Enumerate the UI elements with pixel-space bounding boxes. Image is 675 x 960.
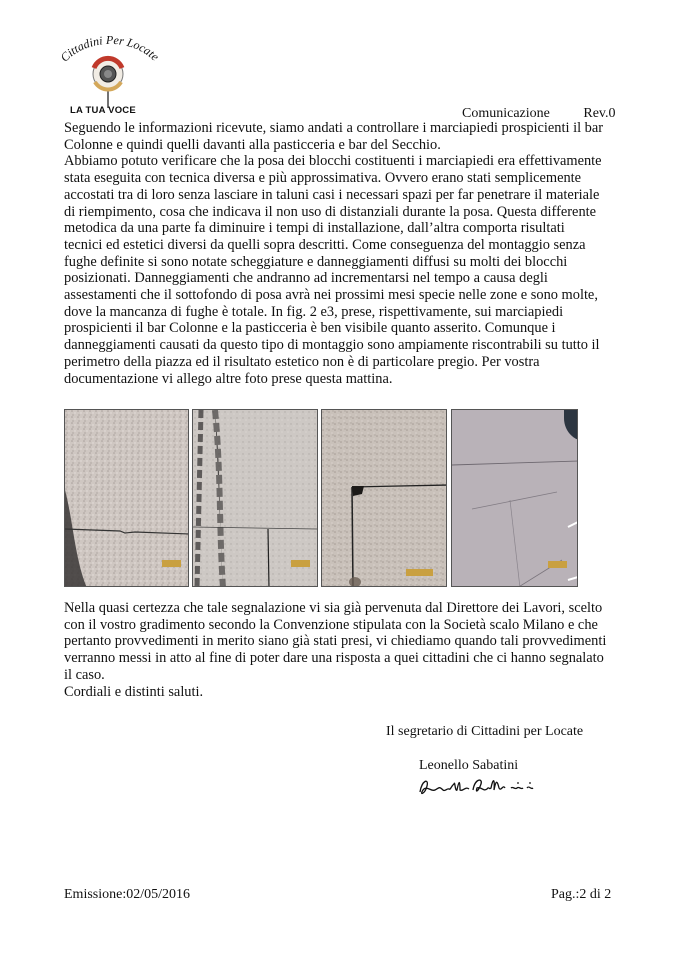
photo-strip [64,409,578,587]
body-paragraph-2 [64,600,624,700]
issue-date: Emissione:02/05/2016 [64,887,190,902]
body-paragraph-1 [64,120,624,387]
text-line: fughe definite si sono notate scheggiature e danneggiamenti diffusi su molti dei blocchi [64,253,568,270]
text-line: Seguendo le informazioni ricevute, siamo andati a controllare i marciapiedi prospicienti il bar [64,120,604,136]
paving-photo-image [322,410,447,587]
page-number: Pag.:2 di 2 [551,887,612,902]
text-line: Nella quasi certezza che tale segnalazione vi sia già pervenuta dal Direttore dei Lavori, scelto [64,600,603,616]
text-line: documentazione vi allego altre foto prese questa mattina. [64,370,393,387]
text-line: verranno messi in atto al fine di poter dare una risposta a quei cittadini che ci hanno segnalato [64,650,604,667]
paving-photo-image [452,410,578,587]
revision-label: Rev.0 [583,106,616,121]
text-line: dove la mancanza di fughe è totale. In fig. 2 e3, prese, rispettivamente, sui marciapiedi [64,303,564,320]
text-line: tecnici ed estetici diversi da quelli sopra descritti. Come conseguenza del montaggio senza [64,236,586,253]
text-line: accostati tra di loro senza lasciare in taluni casi i necessari spazi per far penetrare il materiale [64,186,600,203]
paving-photo-image [193,410,318,587]
text-line: con il vostro gradimento secondo la Convenzione stipulata con la Società scalo Milano e che [64,616,598,633]
text-line: il caso. [64,666,105,683]
photo-3-chipped-corner [321,409,447,587]
text-line: prospicienti il bar Colonne e la pasticceria è ben visibile quanto asserito. Comunque i [64,320,556,337]
signatory-name: Leonello Sabatini [419,758,519,773]
microphone-lifebuoy-icon [58,30,163,110]
photo-1-cracked-paving [64,409,189,587]
closing-salutation: Cordiali e distinti saluti. [64,683,204,700]
text-line: stata eseguita con tecnica diversa e più approssimativa. Ovvero erano stati semplicemente [64,170,582,187]
text-line: Abbiamo potuto verificare che la posa dei blocchi costituenti i marciapiedi era effettivamente [64,153,602,170]
document-type: Comunicazione [462,106,550,121]
handwritten-signature [417,776,542,805]
text-line: perimetro della piazza ed il risultato estetico non è di particolare pregio. Per vostra [64,353,540,370]
photo-2-paving-shadow [192,409,318,587]
logo-caption: LA TUA VOCE [70,105,136,116]
text-line: Colonne e quindi quelli davanti alla pasticceria e bar del Secchio. [64,136,441,153]
signature-icon [417,776,542,800]
signatory-role: Il segretario di Cittadini per Locate [386,724,584,739]
text-line: pertanto provvedimenti in merito siano già stati presi, vi chiediamo quando tali provvedimenti [64,633,607,650]
text-line: assestamenti che il sottofondo di posa avrà nei prossimi mesi specie nelle zone e sono molte, [64,287,598,304]
photo-4-sidewalk [451,409,578,587]
text-line: posizionati. Danneggiamenti che andranno ad incrementarsi nel tempo a causa degli [64,270,548,287]
svg-text:Cittadini Per Locate: Cittadini Per Locate [58,32,162,65]
paving-photo-image [65,410,189,587]
text-line: di riempimento, cosa che indicava il non uso di distanziali durante la posa. Questa differente [64,203,597,220]
text-line: danneggiamenti causati da questo tipo di montaggio sono ampiamente riscontrabili su tutto il [64,337,600,354]
text-line: metodica da una parte fa diminuire i tempi di installazione, dall’altra comporta risultati [64,220,565,237]
